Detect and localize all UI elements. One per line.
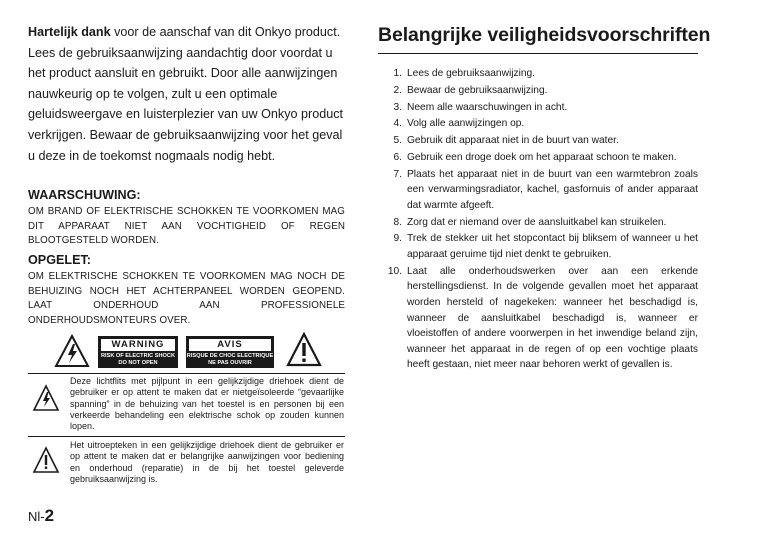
intro-block — [28, 22, 345, 166]
list-item-number: 4. — [393, 118, 402, 130]
avis-label-sub: RISQUE DE CHOC ELECTRIQUE NE PAS OUVRIR — [186, 353, 274, 366]
list-item-number: 9. — [393, 233, 402, 245]
avis-label-title: AVIS — [188, 338, 272, 352]
list-item-text: Bewaar de gebruiksaanwijzing. — [407, 84, 548, 96]
list-item — [378, 66, 698, 82]
exclamation-triangle-icon — [286, 332, 322, 368]
warning-label-row — [28, 330, 345, 372]
list-item-number: 8. — [393, 216, 402, 228]
list-item — [378, 150, 698, 166]
exclamation-triangle-icon — [32, 446, 60, 474]
intro-bold: Hartelijk dank — [28, 25, 111, 39]
list-item — [378, 116, 698, 132]
lightning-triangle-icon — [54, 334, 90, 368]
list-item-text: Gebruik een droge doek om het apparaat schoon te maken. — [407, 151, 677, 163]
list-item — [378, 167, 698, 214]
title-rule — [378, 53, 698, 54]
list-item — [378, 215, 698, 231]
lightning-triangle-icon — [32, 384, 60, 412]
list-item-number: 5. — [393, 135, 402, 147]
list-item — [378, 133, 698, 149]
list-item-text: Gebruik dit apparaat niet in de buurt van water. — [407, 135, 619, 147]
exclamation-note: Het uitroepteken in een gelijkzijdige driehoek dient de gebruiker er op attent te maken dat er belangrijke aanwijzingen voor bediening en onderhoud (reparatie) in de bij het toestel geleverde gebruiksaanwijzing is. — [70, 440, 344, 484]
list-item — [378, 231, 698, 262]
list-item-number: 2. — [393, 84, 402, 96]
list-item-number: 7. — [393, 168, 402, 180]
page-title: Belangrijke veiligheidsvoorschriften — [378, 24, 711, 46]
list-item-text: Neem alle waarschuwingen in acht. — [407, 101, 568, 113]
list-item-number: 10. — [387, 265, 402, 277]
caution-text: OM ELEKTRISCHE SCHOKKEN TE VOORKOMEN MAG NOCH DE BEHUIZING NOCH HET ACHTERPANEEL WORDEN GEOPEND. LAAT ONDERHOUD AAN PROFESSIONELE ONDERHOUDSMONTEURS OVER. — [28, 271, 345, 326]
lightning-note: Deze lichtflits met pijlpunt in een gelijkzijdige driehoek dient de gebruiker er op attent te maken dat er nietgeïsoleerde “gevaarlijke spanning” in de behuizing van het toestel is en personen bij een verkeerde behandeling een elektrische schok op zouden kunnen lopen. — [70, 376, 344, 432]
intro-paragraph — [28, 22, 345, 166]
list-item-number: 3. — [393, 101, 402, 113]
warning-label — [98, 336, 178, 368]
page-number-value: 2 — [44, 506, 55, 525]
warning-heading: WAARSCHUWING: — [28, 188, 141, 202]
warning-label-title: WARNING — [100, 338, 176, 352]
warning-text: OM BRAND OF ELEKTRISCHE SCHOKKEN TE VOORKOMEN MAG DIT APPARAAT NIET AAN VOCHTIGHEID OF REGEN BLOOTGESTELD WORDEN. — [28, 206, 345, 247]
list-item-text: Trek de stekker uit het stopcontact bij bliksem of wanneer u het apparaat geruime tijd niet denkt te gebruiken. — [407, 233, 698, 261]
caution-heading: OPGELET: — [28, 253, 91, 267]
list-item — [378, 264, 698, 373]
intro-text: voor de aanschaf van dit Onkyo product. Lees de gebruiksaanwijzing aandachtig door voordat u het product aansluit en gebruikt. Door alle aanwijzingen nauwkeurig op te volgen, zult u een optimale geluidsweergave en luisterplezier van uw Onkyo product verkrijgen. Bewaar de gebruiksaanwijzing voor het geval u deze in de toekomst nogmaals nodig hebt. — [28, 25, 344, 163]
divider — [28, 436, 345, 437]
list-item-text: Volg alle aanwijzingen op. — [407, 118, 525, 130]
page-prefix: Nl- — [28, 509, 45, 524]
list-item — [378, 100, 698, 116]
warning-label-sub: RISK OF ELECTRIC SHOCK DO NOT OPEN — [101, 353, 175, 366]
list-item-text: Zorg dat er niemand over de aansluitkabel kan struikelen. — [407, 216, 667, 228]
avis-label — [186, 336, 274, 368]
list-item-text: Lees de gebruiksaanwijzing. — [407, 68, 535, 79]
list-item-number: 6. — [393, 151, 402, 163]
safety-list — [378, 66, 698, 374]
page-number — [28, 506, 54, 526]
list-item-text: Plaats het apparaat niet in de buurt van een warmtebron zoals een verwarmingsradiator, kachel, gasfornuis of ander apparaat dat warmte afgeeft. — [407, 168, 698, 211]
divider — [28, 373, 345, 374]
list-item-text: Laat alle onderhoudswerken over aan een erkende herstellingsdienst. In de volgende gevallen moet het apparaat worden hersteld of nagekeken: wanneer het beschadigd is, wanneer de aansluitkabel beschadigd is, wanneer er vloeistoffen of andere voorwerpen in het inwendige beland zijn, wanneer het apparaat in de regen of op een vochtige plaats heeft gestaan, niet meer naar behoren werkt of gevallen is. — [407, 265, 698, 371]
list-item-number: 1. — [393, 68, 402, 79]
list-item — [378, 83, 698, 99]
